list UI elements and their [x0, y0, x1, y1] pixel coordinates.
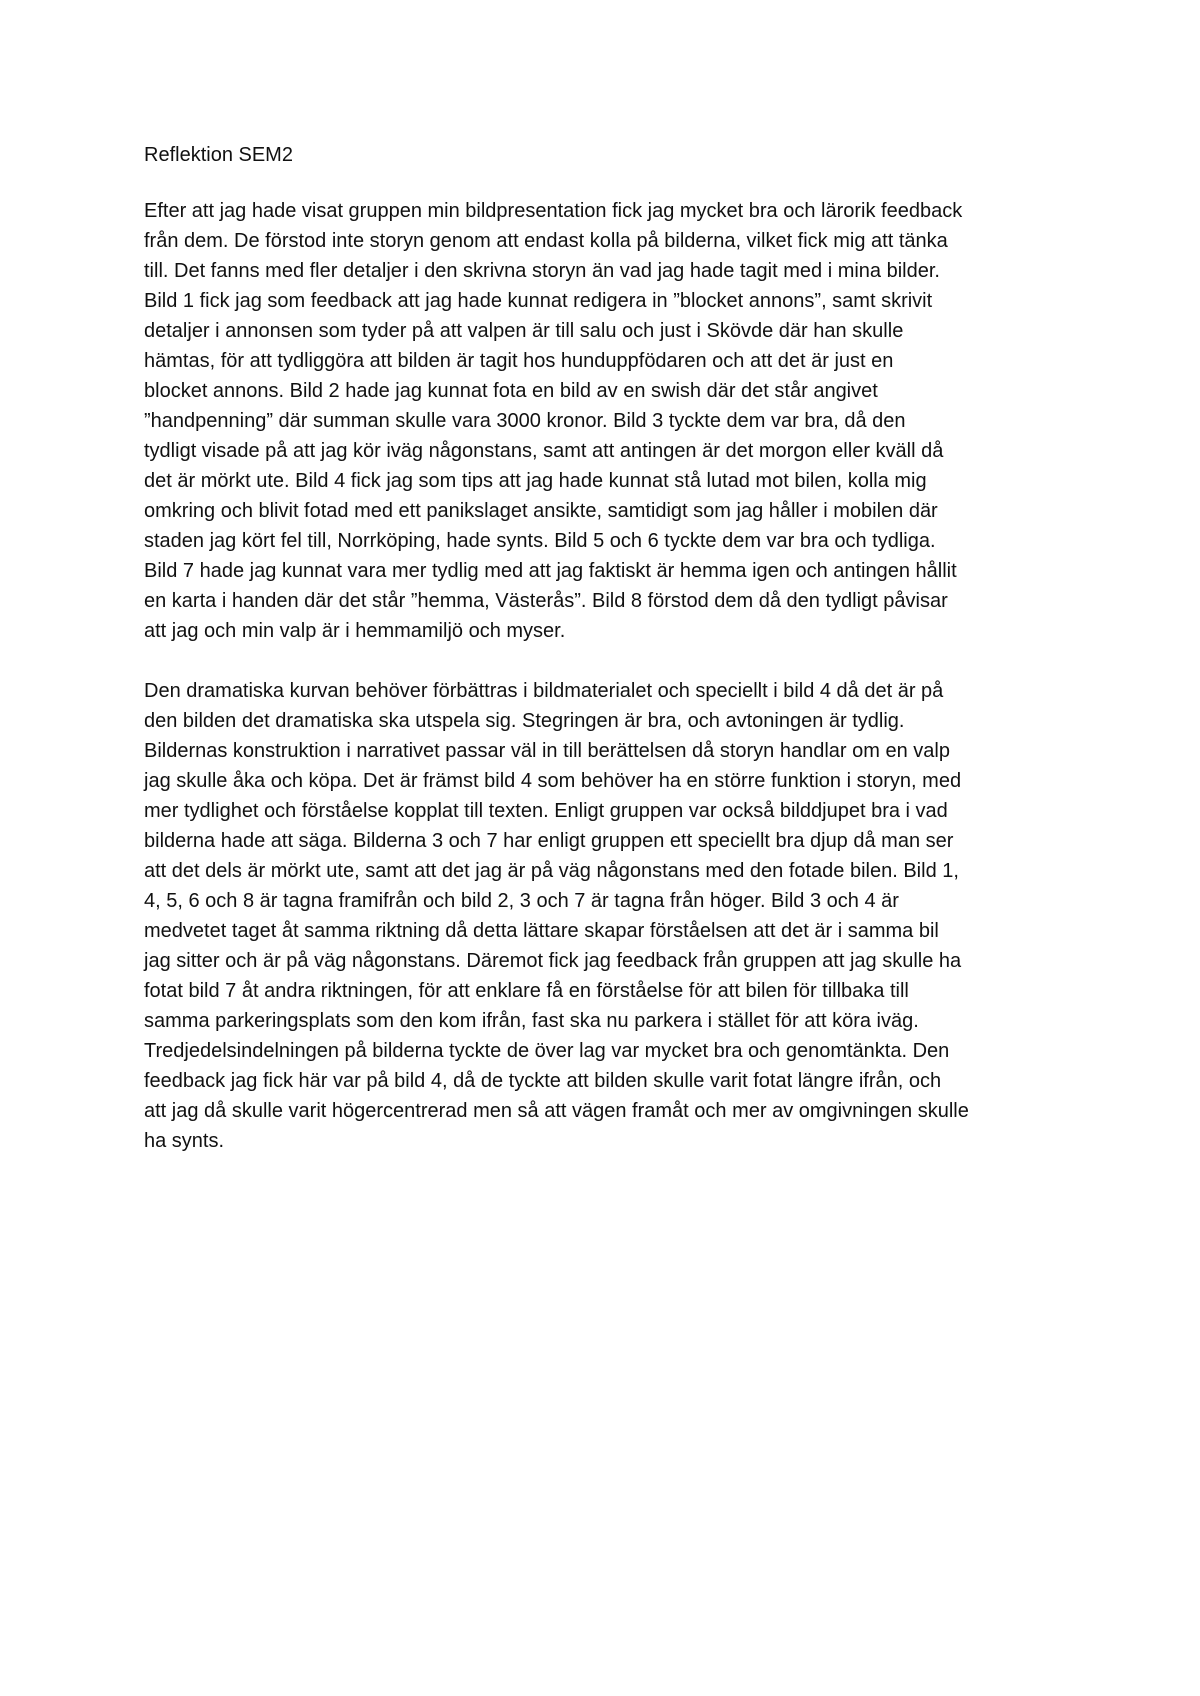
document-body — [144, 140, 1064, 1156]
paragraph-feedback: Efter att jag hade visat gruppen min bildpresentation fick jag mycket bra och lärorik feedback från dem. De förstod inte storyn genom att endast kolla på bilderna, vilket fick mig att tänka till. Det fanns med fler detaljer i den skrivna storyn än vad jag hade tagit med i mina bilder. Bild 1 fick jag som feedback att jag hade kunnat redigera in ”blocket annons”, samt skrivit detaljer i annonsen som tyder på att valpen är till salu och just i Skövde där han skulle hämtas, för att tydliggöra att bilden är tagit hos hunduppfödaren och att det är just en blocket annons. Bild 2 hade jag kunnat fota en bild av en swish där det står angivet ”handpenning” där summan skulle vara 3000 kronor. Bild 3 tyckte dem var bra, då den tydligt visade på att jag kör iväg någonstans, samt att antingen är det morgon eller kväll då det är mörkt ute. Bild 4 fick jag som tips att jag hade kunnat stå lutad mot bilen, kolla mig omkring och blivit fotad med ett panikslaget ansikte, samtidigt som jag håller i mobilen där staden jag kört fel till, Norrköping, hade synts. Bild 5 och 6 tyckte dem var bra och tydliga. Bild 7 hade jag kunnat vara mer tydlig med att jag faktiskt är hemma igen och antingen hållit en karta i handen där det står ”hemma, Västerås”. Bild 8 förstod dem då den tydligt påvisar att jag och min valp är i hemmamiljö och myser. — [144, 200, 963, 642]
document-title: Reflektion SEM2 — [144, 144, 293, 166]
paragraph-dramatic-curve: Den dramatiska kurvan behöver förbättras i bildmaterialet och speciellt i bild 4 då det är på den bilden det dramatiska ska utspela sig. Stegringen är bra, och avtoningen är tydlig. Bildernas konstruktion i narrativet passar väl in till berättelsen då storyn handlar om en valp jag skulle åka och köpa. Det är främst bild 4 som behöver ha en större funktion i storyn, med mer tydlighet och förståelse kopplat till texten. Enligt gruppen var också bilddjupet bra i vad bilderna hade att säga. Bilderna 3 och 7 har enligt gruppen ett speciellt bra djup då man ser att det dels är mörkt ute, samt att det jag är på väg någonstans med den fotade bilen. Bild 1, 4, 5, 6 och 8 är tagna framifrån och bild 2, 3 och 7 är tagna från höger. Bild 3 och 4 är medvetet taget åt samma riktning då detta lättare skapar förståelsen att det är i samma bil jag sitter och är på väg någonstans. Däremot fick jag feedback från gruppen att jag skulle ha fotat bild 7 åt andra riktningen, för att enklare få en förståelse för att bilen för tillbaka till samma parkeringsplats som den kom ifrån, fast ska nu parkera i stället för att köra iväg. Tredjedelsindelningen på bilderna tyckte de över lag var mycket bra och genomtänkta. Den feedback jag fick här var på bild 4, då de tyckte att bilden skulle varit fotat längre ifrån, och att jag då skulle varit högercentrerad men så att vägen framåt och mer av omgivningen skulle ha synts. — [144, 680, 969, 1152]
